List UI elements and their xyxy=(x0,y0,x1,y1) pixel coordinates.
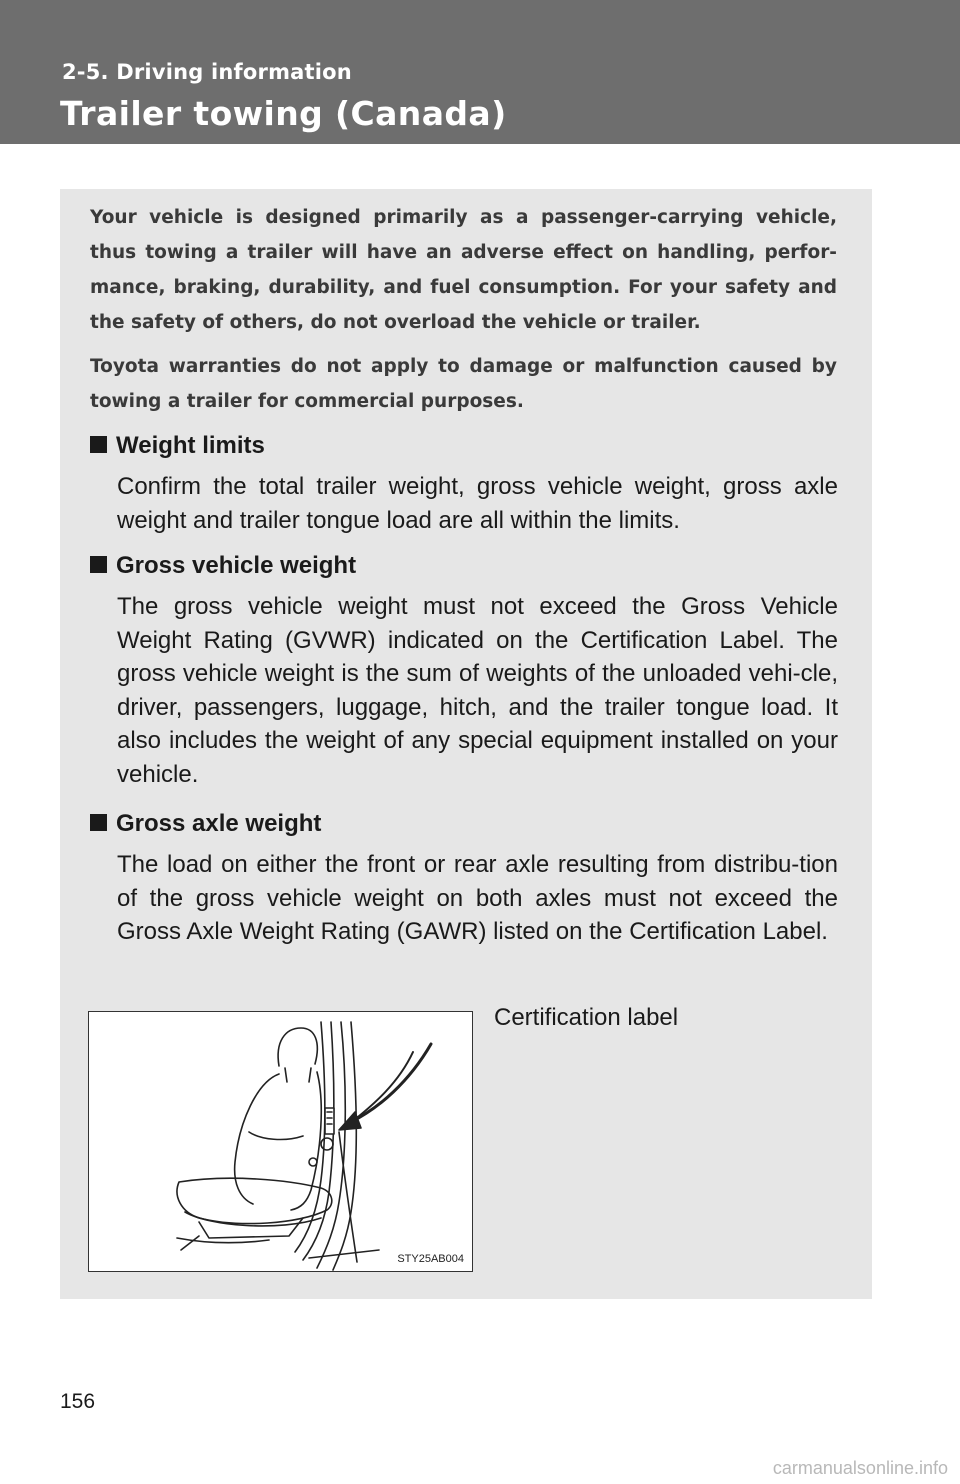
warranty-paragraph: Toyota warranties do not apply to damage or malfunction caused by towing a trailer for commercial purposes. xyxy=(90,356,837,412)
page-number: 156 xyxy=(60,1390,96,1413)
car-seat-door-pillar-drawing xyxy=(89,1012,472,1271)
page-header xyxy=(0,0,960,144)
intro-paragraph: Your vehicle is designed primarily as a passenger-carrying vehicle, thus towing a trailer will have an adverse effect on handling, perfor-mance, braking, durability, and fuel consumption. For your safety and the safety of others, do not overload the vehicle or trailer. xyxy=(90,207,837,333)
section-body-gross-vehicle-weight: The gross vehicle weight must not exceed the Gross Vehicle Weight Rating (GVWR) indicated on the Certification Label. The gross vehicle weight is the sum of weights of the unloaded vehi-cle, driver, passengers, luggage, hitch, and the trailer tongue load. It also includes the weight of any special equipment installed on your vehicle. xyxy=(117,593,838,788)
figure-code: STY25AB004 xyxy=(397,1253,464,1265)
square-bullet-icon xyxy=(90,814,107,831)
section-body-gross-axle-weight: The load on either the front or rear axle resulting from distribu-tion of the gross vehicle weight on both axles must not exceed the Gross Axle Weight Rating (GAWR) listed on the Certification Label. xyxy=(117,851,838,945)
certification-label-illustration xyxy=(88,1011,473,1272)
section-heading-text: Gross vehicle weight xyxy=(116,552,357,579)
section-heading-text: Weight limits xyxy=(116,432,265,459)
page-title: Trailer towing (Canada) xyxy=(60,94,507,133)
section-body-weight-limits: Confirm the total trailer weight, gross vehicle weight, gross axle weight and trailer tongue load are all within the limits. xyxy=(117,473,838,534)
square-bullet-icon xyxy=(90,436,107,453)
figure-caption: Certification label xyxy=(494,1004,679,1031)
square-bullet-icon xyxy=(90,556,107,573)
watermark: carmanualsonline.info xyxy=(772,1458,948,1478)
section-heading-weight-limits xyxy=(90,432,265,460)
section-heading-text: Gross axle weight xyxy=(116,810,322,837)
section-heading-gross-axle-weight xyxy=(90,810,321,838)
section-heading-gross-vehicle-weight xyxy=(90,552,356,580)
section-label: 2-5. Driving information xyxy=(62,60,352,84)
